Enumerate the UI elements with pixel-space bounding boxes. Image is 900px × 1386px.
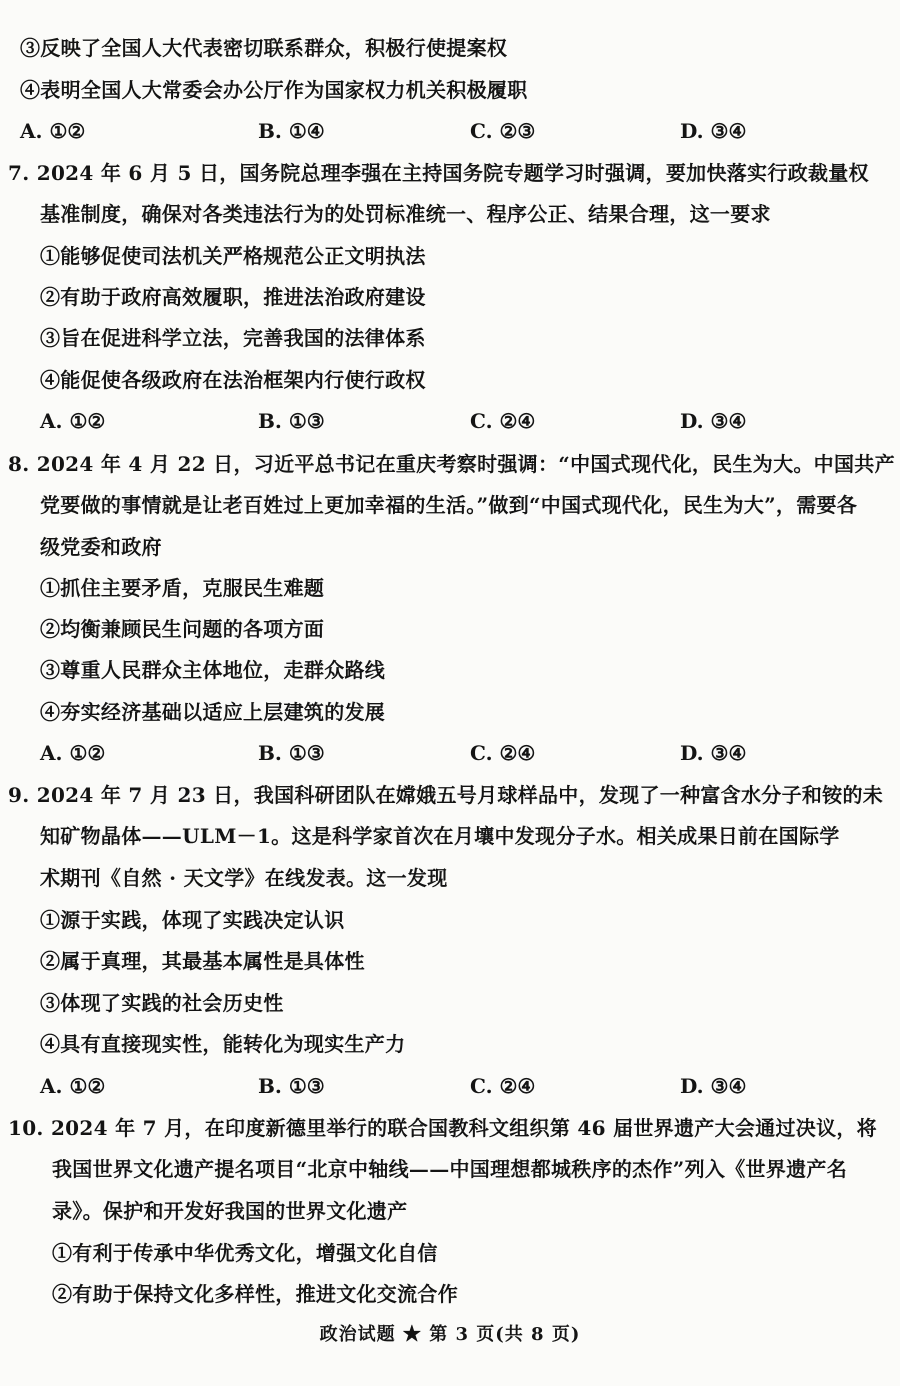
q8-stem-line-1: 8. 2024 年 4 月 22 日，习近平总书记在重庆考察时强调：“中国式现代化，民生为大。中国共产 bbox=[8, 452, 895, 476]
q6-item-4: ④表明全国人大常委会办公厅作为国家权力机关积极履职 bbox=[20, 78, 528, 102]
q8-item-2: ②均衡兼顾民生问题的各项方面 bbox=[40, 617, 325, 641]
q9-option-b: B. ①③ bbox=[258, 1074, 325, 1098]
q7-option-d: D. ③④ bbox=[680, 409, 747, 433]
q6-option-b: B. ①④ bbox=[258, 119, 325, 143]
q7-item-2: ②有助于政府高效履职，推进法治政府建设 bbox=[40, 285, 426, 309]
q8-option-a: A. ①② bbox=[40, 741, 106, 765]
page-footer: 政治试题 ★ 第 3 页(共 8 页) bbox=[319, 1324, 581, 1345]
q7-item-3: ③旨在促进科学立法，完善我国的法律体系 bbox=[40, 326, 426, 350]
q9-option-a: A. ①② bbox=[40, 1074, 106, 1098]
q9-item-3: ③体现了实践的社会历史性 bbox=[40, 991, 284, 1015]
q8-stem-line-3: 级党委和政府 bbox=[40, 535, 162, 559]
q8-stem-line-2: 党要做的事情就是让老百姓过上更加幸福的生活。”做到“中国式现代化，民生为大”，需要各 bbox=[40, 493, 858, 517]
q10-item-2: ②有助于保持文化多样性，推进文化交流合作 bbox=[52, 1282, 458, 1306]
q6-option-c: C. ②③ bbox=[470, 119, 536, 143]
q7-stem-line-2: 基准制度，确保对各类违法行为的处罚标准统一、程序公正、结果合理，这一要求 bbox=[40, 202, 771, 226]
q6-item-3: ③反映了全国人大代表密切联系群众，积极行使提案权 bbox=[20, 36, 508, 60]
q10-stem-line-2: 我国世界文化遗产提名项目“北京中轴线——中国理想都城秩序的杰作”列入《世界遗产名 bbox=[52, 1157, 848, 1181]
q7-item-4: ④能促使各级政府在法治框架内行使行政权 bbox=[40, 368, 426, 392]
q9-stem-line-2: 知矿物晶体——ULM－1。这是科学家首次在月壤中发现分子水。相关成果日前在国际学 bbox=[40, 824, 840, 848]
q7-option-c: C. ②④ bbox=[470, 409, 536, 433]
q10-item-1: ①有利于传承中华优秀文化，增强文化自信 bbox=[52, 1241, 438, 1265]
q9-item-1: ①源于实践，体现了实践决定认识 bbox=[40, 908, 345, 932]
q9-item-2: ②属于真理，其最基本属性是具体性 bbox=[40, 949, 365, 973]
q10-stem-line-3: 录》。保护和开发好我国的世界文化遗产 bbox=[52, 1199, 408, 1223]
q8-option-b: B. ①③ bbox=[258, 741, 325, 765]
q8-option-d: D. ③④ bbox=[680, 741, 747, 765]
q9-item-4: ④具有直接现实性，能转化为现实生产力 bbox=[40, 1032, 406, 1056]
q8-item-4: ④夯实经济基础以适应上层建筑的发展 bbox=[40, 700, 386, 724]
q7-option-b: B. ①③ bbox=[258, 409, 325, 433]
q9-stem-line-1: 9. 2024 年 7 月 23 日，我国科研团队在嫦娥五号月球样品中，发现了一种富含水分子和铵的未 bbox=[8, 783, 884, 807]
q7-stem-line-1: 7. 2024 年 6 月 5 日，国务院总理李强在主持国务院专题学习时强调，要加快落实行政裁量权 bbox=[8, 161, 869, 185]
q6-option-d: D. ③④ bbox=[680, 119, 747, 143]
q8-item-1: ①抓住主要矛盾，克服民生难题 bbox=[40, 576, 325, 600]
q7-item-1: ①能够促使司法机关严格规范公正文明执法 bbox=[40, 244, 426, 268]
q8-option-c: C. ②④ bbox=[470, 741, 536, 765]
q8-item-3: ③尊重人民群众主体地位，走群众路线 bbox=[40, 658, 386, 682]
q6-option-a: A. ①② bbox=[20, 119, 86, 143]
q9-option-d: D. ③④ bbox=[680, 1074, 747, 1098]
q10-stem-line-1: 10. 2024 年 7 月，在印度新德里举行的联合国教科文组织第 46 届世界遗产大会通过决议，将 bbox=[8, 1116, 877, 1140]
q9-stem-line-3: 术期刊《自然 · 天文学》在线发表。这一发现 bbox=[40, 866, 448, 890]
q7-option-a: A. ①② bbox=[40, 409, 106, 433]
q9-option-c: C. ②④ bbox=[470, 1074, 536, 1098]
